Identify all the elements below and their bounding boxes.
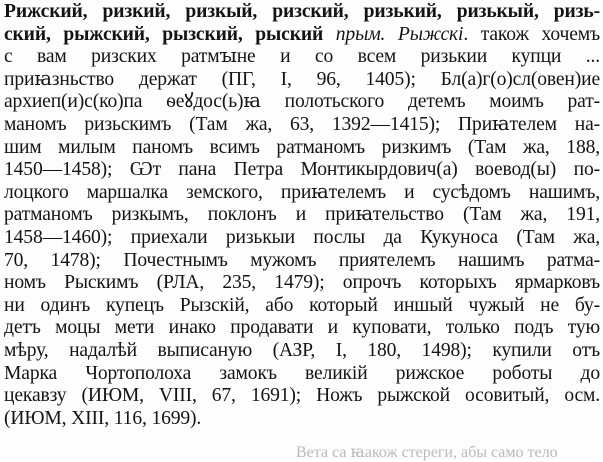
- citation-text: (ИЮМ, XIII, 116, 1699).: [4, 407, 202, 429]
- citation-text: цекавзу (ИЮМ, VIII, 67, 1691); Ножъ рыжской осовитый, осм.: [4, 385, 600, 407]
- entry-line: [4, 1, 600, 24]
- citation-text: . також хочемъ: [463, 23, 600, 45]
- entry-line: [4, 295, 600, 318]
- headword-text: Рижский, ризкий, ризкый, ризский, ризький, ризькый, ризь-: [4, 1, 600, 22]
- entry-line: [4, 137, 600, 160]
- entry-line: [4, 69, 600, 92]
- entry-line: [4, 204, 600, 227]
- citation-text: номъ Рыскимъ (РЛА, 235, 1479); опрочъ которыхъ ярмарковъ: [4, 272, 600, 294]
- citation-text: лоцкого маршалка земского, приꙗтелемъ и сусѣдомъ нашимъ,: [4, 181, 600, 203]
- entry-line: [4, 363, 600, 386]
- entry-line: [4, 227, 600, 250]
- citation-text: [323, 24, 336, 45]
- citation-text: 1458—1460); приехали ризькыи послы да Кукуноса (Там жа,: [4, 226, 600, 248]
- citation-text: с вам ризских ратмꙑне и со всем ризькии купци ...: [4, 46, 600, 68]
- grammar-label: прым. Рыжскі: [335, 23, 464, 45]
- entry-line: [4, 91, 600, 114]
- entry-line: [4, 46, 600, 69]
- entry-line: [4, 24, 600, 47]
- citation-text: мѣру, надалѣй выписаную (АЗР, I, 180, 1498); купили отъ: [4, 339, 600, 361]
- citation-text: 70, 1478); Почестнымъ мужомъ приятелемъ нашимъ ратма-: [4, 249, 600, 271]
- entry-line: [4, 159, 600, 182]
- entry-line: [4, 114, 600, 137]
- entry-line: [4, 340, 600, 363]
- entry-line: [4, 408, 600, 431]
- entry-line: [4, 182, 600, 205]
- entry-line: [4, 250, 600, 273]
- citation-text: ни одинъ купецъ Рызскій, або который иншый чужый не бу-: [4, 294, 600, 316]
- citation-text: архиеп(и)с(ко)па ѳеꙋдос(ь)ꙗ полотьского детемъ моимъ рат-: [4, 91, 600, 113]
- citation-text: приꙗзньство держат (ПГ, I, 96, 1405); Бл(а)г(о)сл(овен)ие: [4, 68, 600, 90]
- citation-text: детъ моцы мети инако продавати и куповати, только подъ тую: [4, 317, 600, 339]
- citation-text: Марка Чортополоха замокъ великій рижское роботы до: [4, 362, 600, 384]
- citation-text: маномъ ризьскимъ (Там жа, 63, 1392—1415); Приꙗтелем на-: [4, 113, 600, 135]
- citation-text: ратманомъ ризкымъ, поклонъ и приꙗтельство (Там жа, 191,: [4, 204, 600, 226]
- entry-line: [4, 385, 600, 408]
- entry-line: [4, 272, 600, 295]
- entry-line: [4, 317, 600, 340]
- citation-text: 1450—1458); Ѡт пана Петра Монтикырдович(а) воевод(ы) по-: [4, 159, 600, 181]
- headword-text: ский, рыжский, рызский, рыский: [4, 23, 324, 45]
- bleed-through-text: Вета са ꙗакож стереги, абы само тело: [296, 444, 558, 461]
- dictionary-entry: [4, 1, 600, 430]
- citation-text: шим милым паномъ всимъ ратманомъ ризкимъ (Там жа, 188,: [4, 136, 600, 158]
